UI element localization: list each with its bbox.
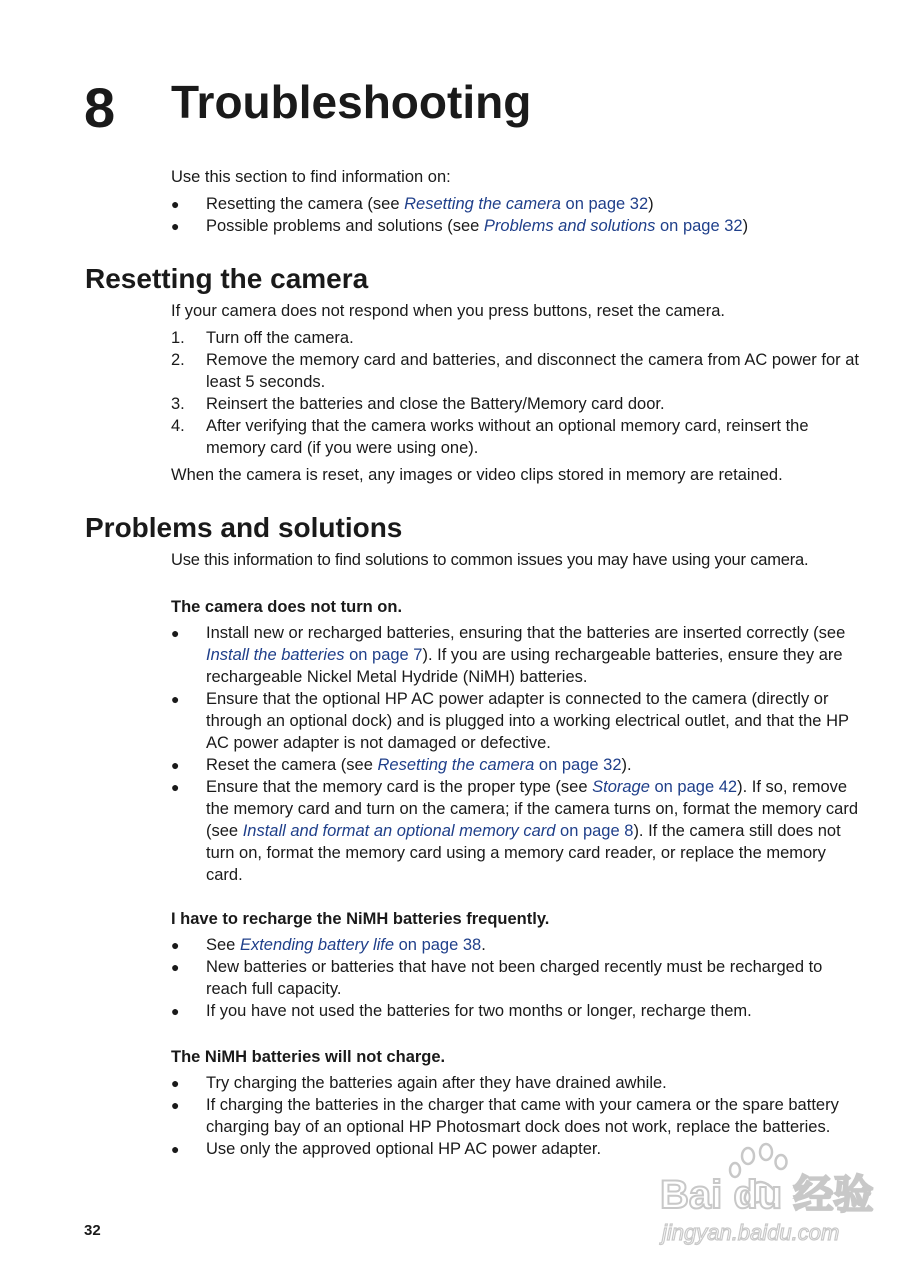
intro-text: Use this section to find information on: [171, 168, 451, 186]
list-item: ● If you have not used the batteries for two months or longer, recharge them. [171, 1000, 861, 1022]
link-page: on page 7 [344, 646, 423, 664]
list-item: ● Ensure that the optional HP AC power adapter is connected to the camera (directly or through an optional dock) and is plugged into a working electrical outlet, and that the HP AC power adapter is not damaged or defective. [171, 688, 861, 754]
resetting-intro: If your camera does not respond when you press buttons, reset the camera. [171, 302, 725, 320]
link-title: Storage [592, 778, 650, 796]
list-item: ● New batteries or batteries that have not been charged recently must be recharged to reach full capacity. [171, 956, 861, 1000]
item-text: ). If so, remove the memory card and turn on the camera; if the camera turns on, format the memory card (see [206, 778, 859, 840]
step-text: Reinsert the batteries and close the Battery/Memory card door. [206, 395, 665, 413]
list-item: ● Try charging the batteries again after they have drained awhile. [171, 1072, 861, 1094]
link-page: on page 32 [560, 195, 649, 213]
link-page: on page 8 [555, 822, 634, 840]
item-text: Reset the camera (see [206, 756, 378, 774]
step-text: Remove the memory card and batteries, and disconnect the camera from AC power for at least 5 seconds. [206, 351, 859, 391]
link-page: on page 42 [649, 778, 738, 796]
problems-intro: Use this information to find solutions to common issues you may have using your camera. [171, 551, 809, 569]
step-item [171, 415, 861, 459]
problems-heading: Problems and solutions [85, 512, 403, 543]
link-page: on page 38 [394, 936, 482, 954]
problem-solutions [171, 934, 861, 1022]
item-text: Ensure that the memory card is the proper type (see [206, 778, 593, 796]
watermark-url: jingyan.baidu.com [662, 1220, 840, 1245]
link-problems-solutions[interactable] [484, 217, 743, 235]
list-item [171, 215, 861, 237]
resetting-heading: Resetting the camera [85, 263, 369, 294]
item-text: ). If the camera still does not turn on, format the memory card using a memory card reader, or replace the memory card. [206, 822, 841, 884]
list-item [171, 193, 861, 215]
link-install-format-card[interactable] [243, 822, 634, 840]
link-title: Problems and solutions [483, 217, 656, 235]
resetting-steps [171, 327, 861, 459]
chapter-number: 8 [84, 76, 116, 139]
problem-recharge-frequently [171, 908, 861, 1022]
step-item [171, 349, 861, 393]
resetting-outro: When the camera is reset, any images or video clips stored in memory are retained. [171, 466, 783, 484]
item-text: Resetting the camera (see [206, 195, 405, 213]
list-item [171, 776, 861, 886]
chapter-title: Troubleshooting [171, 76, 532, 128]
link-title: Install and format an optional memory card [242, 822, 556, 840]
step-item [171, 327, 861, 349]
item-text: ). [621, 756, 632, 774]
link-title: Install the batteries [206, 646, 345, 664]
problem-title: The camera does not turn on. [171, 598, 403, 616]
link-install-batteries[interactable] [206, 646, 423, 664]
list-item [171, 754, 861, 776]
item-text: . [481, 936, 486, 954]
link-title: Extending battery life [239, 936, 395, 954]
link-page: on page 32 [655, 217, 743, 235]
item-text: ). If you are using rechargeable batteries, ensure they are rechargeable Nickel Metal Hydride (NiMH) batteries. [206, 646, 843, 686]
watermark-brand: Bai du 经验 [660, 1173, 874, 1217]
resetting-section [171, 300, 861, 486]
page-number: 32 [84, 1222, 101, 1239]
link-extending-battery-life[interactable] [240, 936, 481, 954]
link-title: Resetting the camera [377, 756, 535, 774]
link-title: Resetting the camera [404, 195, 561, 213]
step-text: After verifying that the camera works without an optional memory card, reinsert the memory card (if you were using one). [206, 417, 809, 457]
baidu-watermark [652, 1140, 882, 1260]
step-text: Turn off the camera. [206, 329, 354, 347]
item-text: See [206, 936, 240, 954]
item-text: Possible problems and solutions (see [206, 217, 484, 235]
list-item [171, 622, 861, 688]
step-number: 4. [171, 417, 185, 435]
list-item: ● If charging the batteries in the charger that came with your camera or the spare battery charging bay of an optional HP Photosmart dock does not work, replace the batteries. [171, 1094, 861, 1138]
problem-title: The NiMH batteries will not charge. [171, 1048, 446, 1066]
problem-solutions [171, 622, 861, 886]
link-storage[interactable] [592, 778, 737, 796]
intro-list [171, 193, 861, 237]
list-item: ● Use only the approved optional HP AC power adapter. [171, 1138, 861, 1160]
link-page: on page 32 [534, 756, 622, 774]
item-text: ) [648, 195, 654, 213]
intro-section [171, 166, 861, 237]
step-number: 2. [171, 351, 185, 369]
problem-title: I have to recharge the NiMH batteries frequently. [171, 910, 550, 928]
link-resetting-camera[interactable] [404, 195, 648, 213]
item-text: ) [742, 217, 749, 235]
problem-camera-off [171, 596, 861, 886]
step-item [171, 393, 861, 415]
list-item [171, 934, 861, 956]
link-resetting-camera[interactable] [378, 756, 622, 774]
item-text: Install new or recharged batteries, ensuring that the batteries are inserted correctly (see [206, 624, 846, 642]
step-number: 3. [171, 395, 185, 413]
step-number: 1. [171, 329, 185, 347]
